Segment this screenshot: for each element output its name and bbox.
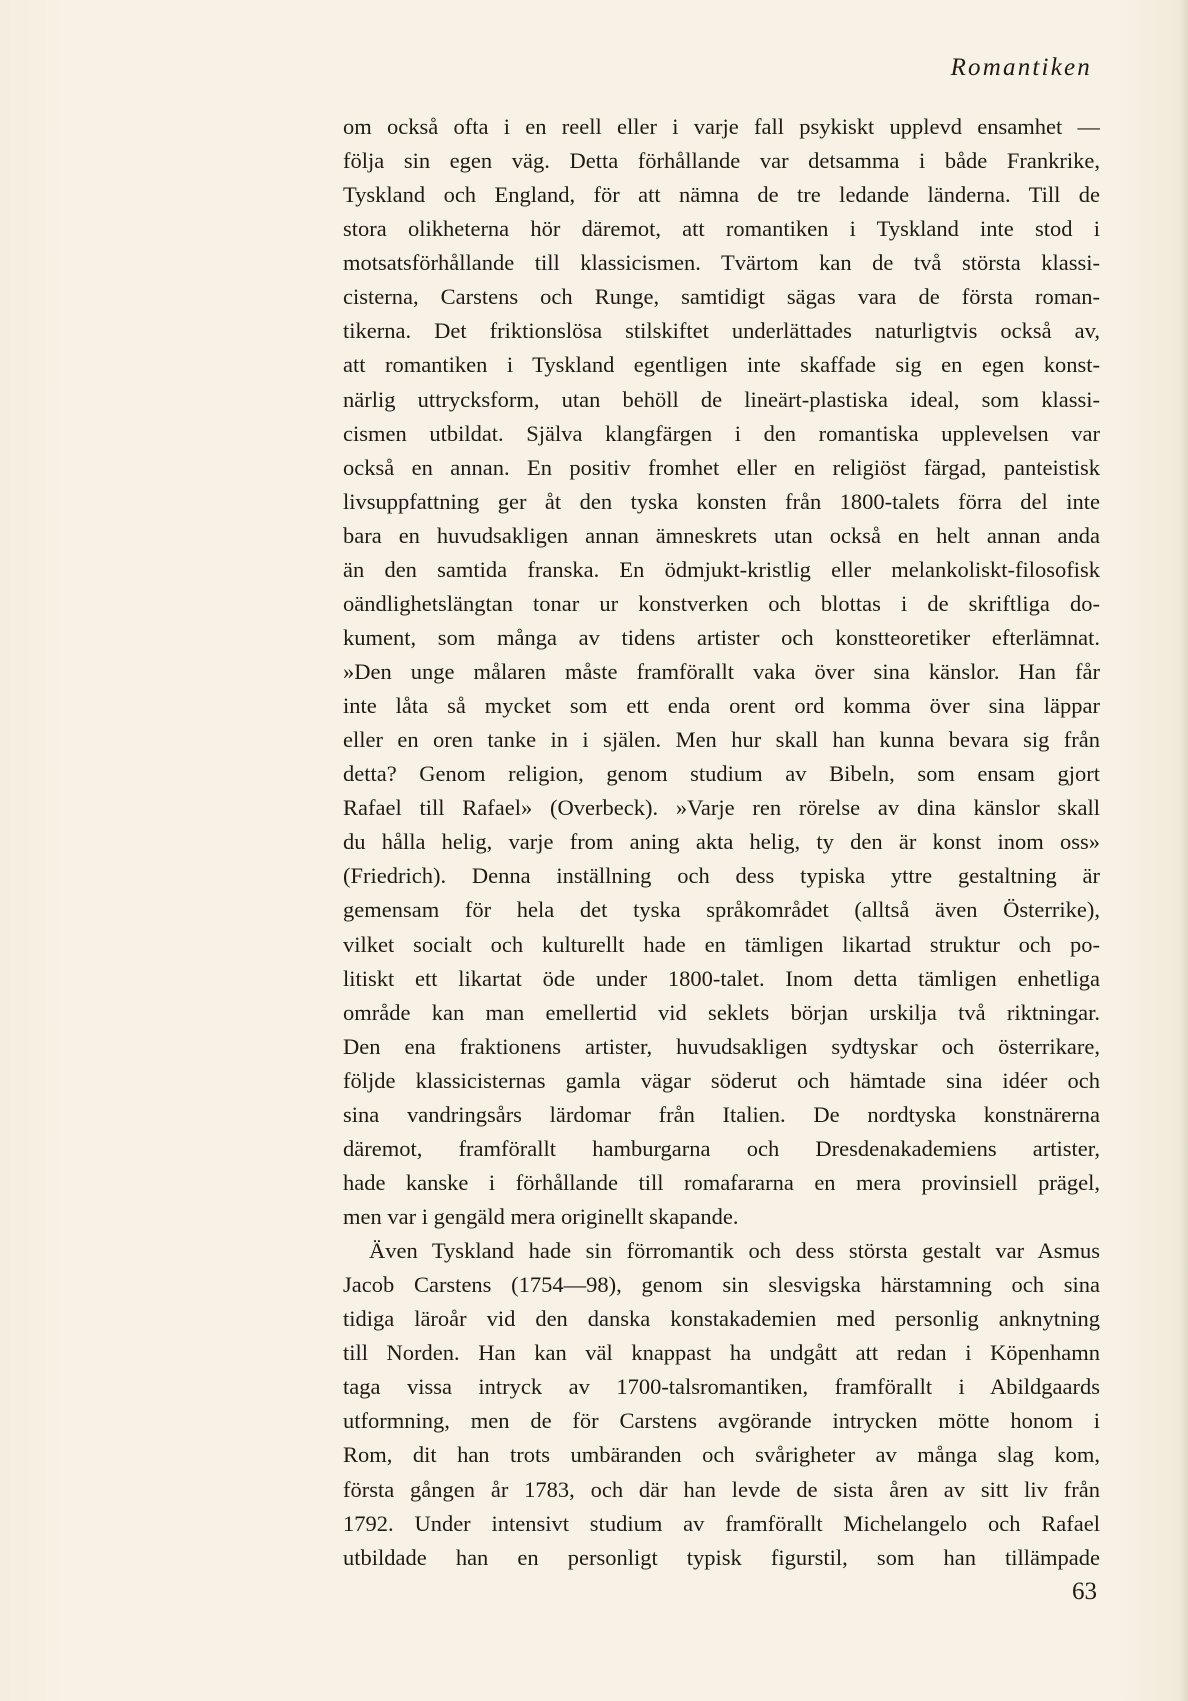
text-line: cisterna, Carstens och Runge, samtidigt sägas vara de första roman-: [343, 284, 1100, 310]
text-line: första gången år 1783, och där han levde de sista åren av sitt liv från: [343, 1476, 1100, 1502]
text-line: 1792. Under intensivt studium av framförallt Michelangelo och Rafael: [343, 1510, 1100, 1536]
text-line: inte låta så mycket som ett enda orent ord komma över sina läppar: [343, 693, 1100, 719]
text-line: men var i gengäld mera originellt skapande.: [343, 1204, 739, 1229]
text-line: litiskt ett likartat öde under 1800-talet. Inom detta tämligen enhetliga: [343, 965, 1100, 991]
text-line: Den ena fraktionens artister, huvudsakligen sydtyskar och österrikare,: [343, 1033, 1100, 1059]
page-number: 63: [1072, 1578, 1097, 1605]
text-line: (Friedrich). Denna inställning och dess typiska yttre gestaltning är: [343, 863, 1100, 889]
page-edge-shadow: [1178, 0, 1188, 1701]
text-line: kument, som många av tidens artister och konstteoretiker efterlämnat.: [343, 624, 1100, 650]
text-line: eller en oren tanke in i själen. Men hur skall han kunna bevara sig från: [343, 727, 1100, 753]
text-line: cismen utbildat. Själva klangfärgen i den romantiska upplevelsen var: [343, 420, 1100, 446]
text-line: om också ofta i en reell eller i varje fall psykiskt upplevd ensamhet —: [343, 114, 1100, 139]
text-line: livsuppfattning ger åt den tyska konsten från 1800-talets förra del inte: [343, 488, 1100, 514]
text-line: utformning, men de för Carstens avgörande intrycken mötte honom i: [343, 1408, 1100, 1434]
text-line: följde klassicisternas gamla vägar söderut och hämtade sina idéer och: [343, 1067, 1100, 1093]
text-line: motsatsförhållande till klassicismen. Tvärtom kan de två största klassi-: [343, 250, 1100, 276]
text-line: sina vandringsårs lärdomar från Italien. De nordtyska konstnärerna: [343, 1101, 1100, 1127]
text-line: utbildade han en personligt typisk figurstil, som han tillämpade: [343, 1544, 1100, 1570]
text-line: att romantiken i Tyskland egentligen inte skaffade sig en egen konst-: [343, 352, 1100, 378]
text-line: gemensam för hela det tyska språkområdet (alltså även Österrike),: [343, 897, 1100, 923]
text-line: följa sin egen väg. Detta förhållande var detsamma i både Frankrike,: [343, 148, 1100, 174]
text-line: stora olikheterna hör däremot, att romantiken i Tyskland inte stod i: [343, 216, 1100, 242]
text-line: tikerna. Det friktionslösa stilskiftet underlättades naturligtvis också av,: [343, 318, 1100, 344]
text-line: däremot, framförallt hamburgarna och Dresdenakademiens artister,: [343, 1135, 1100, 1161]
running-head: Romantiken: [950, 54, 1092, 81]
text-line: taga vissa intryck av 1700-talsromantiken, framförallt i Abildgaards: [343, 1374, 1100, 1400]
text-line: än den samtida franska. En ödmjukt-kristlig eller melankoliskt-filosofisk: [343, 556, 1100, 582]
text-line: närlig uttrycksform, utan behöll de lineärt-plastiska ideal, som klassi-: [343, 386, 1100, 412]
text-line: Rom, dit han trots umbäranden och svårigheter av många slag kom,: [343, 1442, 1100, 1468]
text-line: Även Tyskland hade sin förromantik och dess största gestalt var Asmus: [369, 1238, 1100, 1264]
text-line: till Norden. Han kan väl knappast ha undgått att redan i Köpenhamn: [343, 1340, 1100, 1366]
text-line: Jacob Carstens (1754—98), genom sin slesvigska härstamning och sina: [343, 1272, 1100, 1298]
text-line: »Den unge målaren måste framförallt vaka över sina känslor. Han får: [343, 659, 1100, 684]
text-line: bara en huvudsakligen annan ämneskrets utan också en helt annan anda: [343, 522, 1100, 548]
text-line: oändlighetslängtan tonar ur konstverken och blottas i de skriftliga do-: [343, 590, 1100, 616]
text-line: vilket socialt och kulturellt hade en tämligen likartad struktur och po-: [343, 931, 1100, 957]
text-line: tidiga läroår vid den danska konstakademien med personlig anknytning: [343, 1306, 1100, 1332]
text-line: Rafael till Rafael» (Overbeck). »Varje ren rörelse av dina känslor skall: [343, 795, 1100, 821]
body-text: [343, 110, 1100, 1575]
text-line: Tyskland och England, för att nämna de tre ledande länderna. Till de: [343, 182, 1100, 208]
text-line: också en annan. En positiv fromhet eller en religiöst färgad, panteistisk: [343, 454, 1100, 480]
text-line: du hålla helig, varje from aning akta helig, ty den är konst inom oss»: [343, 829, 1100, 855]
text-line: detta? Genom religion, genom studium av Bibeln, som ensam gjort: [343, 761, 1100, 787]
text-line: hade kanske i förhållande till romafararna en mera provinsiell prägel,: [343, 1169, 1100, 1195]
text-line: område kan man emellertid vid seklets början urskilja två riktningar.: [343, 999, 1100, 1025]
